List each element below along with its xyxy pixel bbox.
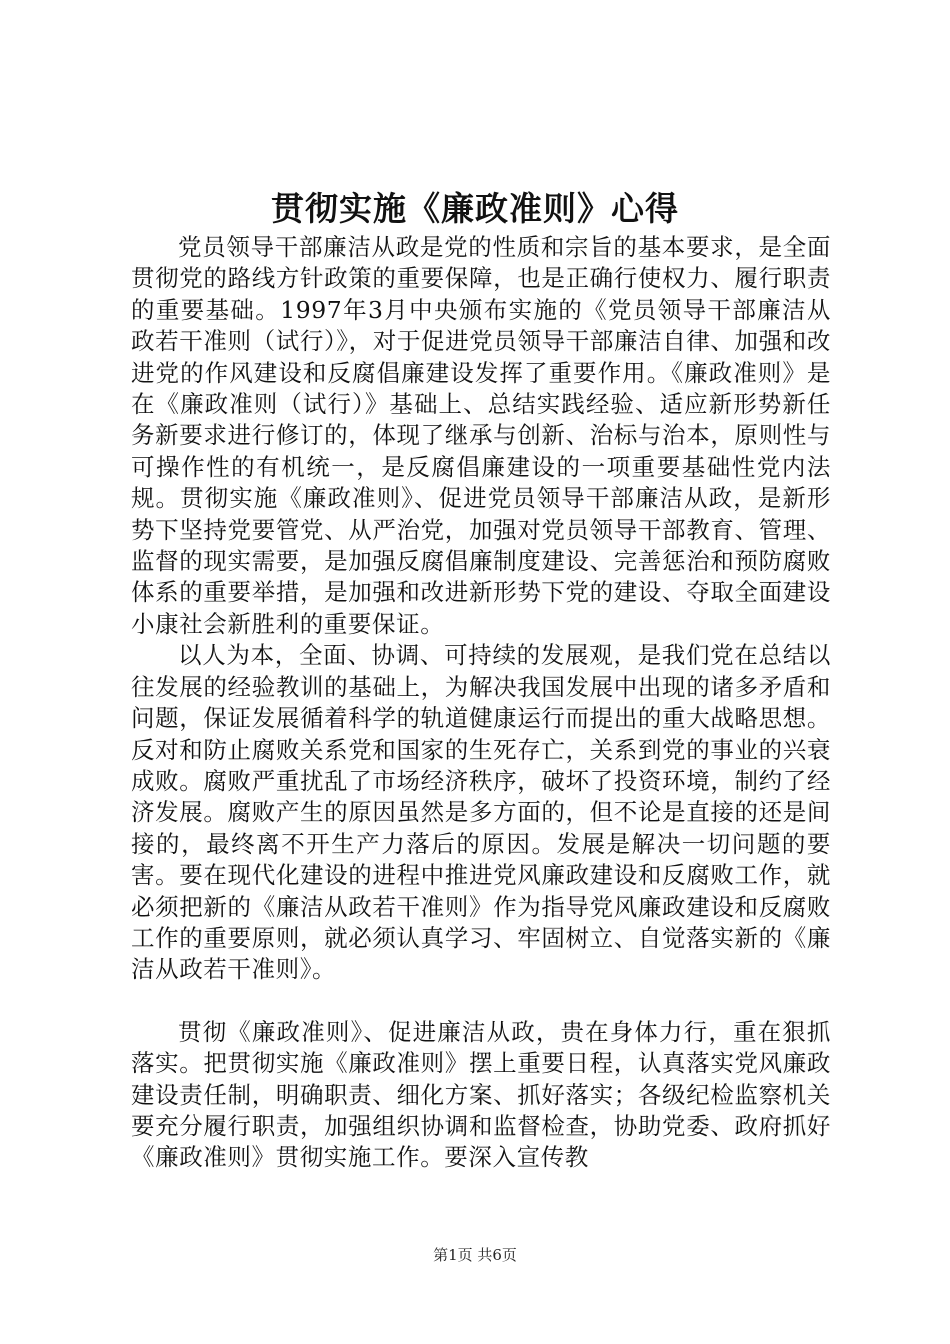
paragraph-3: 贯彻《廉政准则》、促进廉洁从政，贵在身体力行，重在狠抓落实。把贯彻实施《廉政准则》摆上重要日程，认真落实党风廉政建设责任制，明确职责、细化方案、抓好落实；各级纪检监察机关要充分履行职责，加强组织协调和监督检查，协助党委、政府抓好《廉政准则》贯彻实施工作。要深入宣传教 <box>131 1017 831 1172</box>
document-title: 贯彻实施《廉政准则》心得 <box>271 189 679 228</box>
page-footer: 第1页 共6页 <box>433 1246 517 1264</box>
document-body <box>131 232 831 1174</box>
paragraph-2: 以人为本，全面、协调、可持续的发展观，是我们党在总结以往发展的经验教训的基础上，为解决我国发展中出现的诸多矛盾和问题，保证发展循着科学的轨道健康运行而提出的重大战略思想。反对和防止腐败关系党和国家的生死存亡，关系到党的事业的兴衰成败。腐败严重扰乱了市场经济秩序，破坏了投资环境，制约了经济发展。腐败产生的原因虽然是多方面的，但不论是直接的还是间接的，最终离不开生产力落后的原因。发展是解决一切问题的要害。要在现代化建设的进程中推进党风廉政建设和反腐败工作，就必须把新的《廉洁从政若干准则》作为指导党风廉政建设和反腐败工作的重要原则，就必须认真学习、牢固树立、自觉落实新的《廉洁从政若干准则》。 <box>131 641 831 984</box>
paragraph-spacer <box>131 986 831 1017</box>
paragraph-1: 党员领导干部廉洁从政是党的性质和宗旨的基本要求，是全面贯彻党的路线方针政策的重要保障，也是正确行使权力、履行职责的重要基础。1997年3月中央颁布实施的《党员领导干部廉洁从政若干准则（试行）》，对于促进党员领导干部廉洁自律、加强和改进党的作风建设和反腐倡廉建设发挥了重要作用。《廉政准则》是在《廉政准则（试行）》基础上、总结实践经验、适应新形势新任务新要求进行修订的，体现了继承与创新、治标与治本，原则性与可操作性的有机统一，是反腐倡廉建设的一项重要基础性党内法规。贯彻实施《廉政准则》、促进党员领导干部廉洁从政，是新形势下坚持党要管党、从严治党，加强对党员领导干部教育、管理、监督的现实需要，是加强反腐倡廉制度建设、完善惩治和预防腐败体系的重要举措，是加强和改进新形势下党的建设、夺取全面建设小康社会新胜利的重要保证。 <box>131 233 831 638</box>
